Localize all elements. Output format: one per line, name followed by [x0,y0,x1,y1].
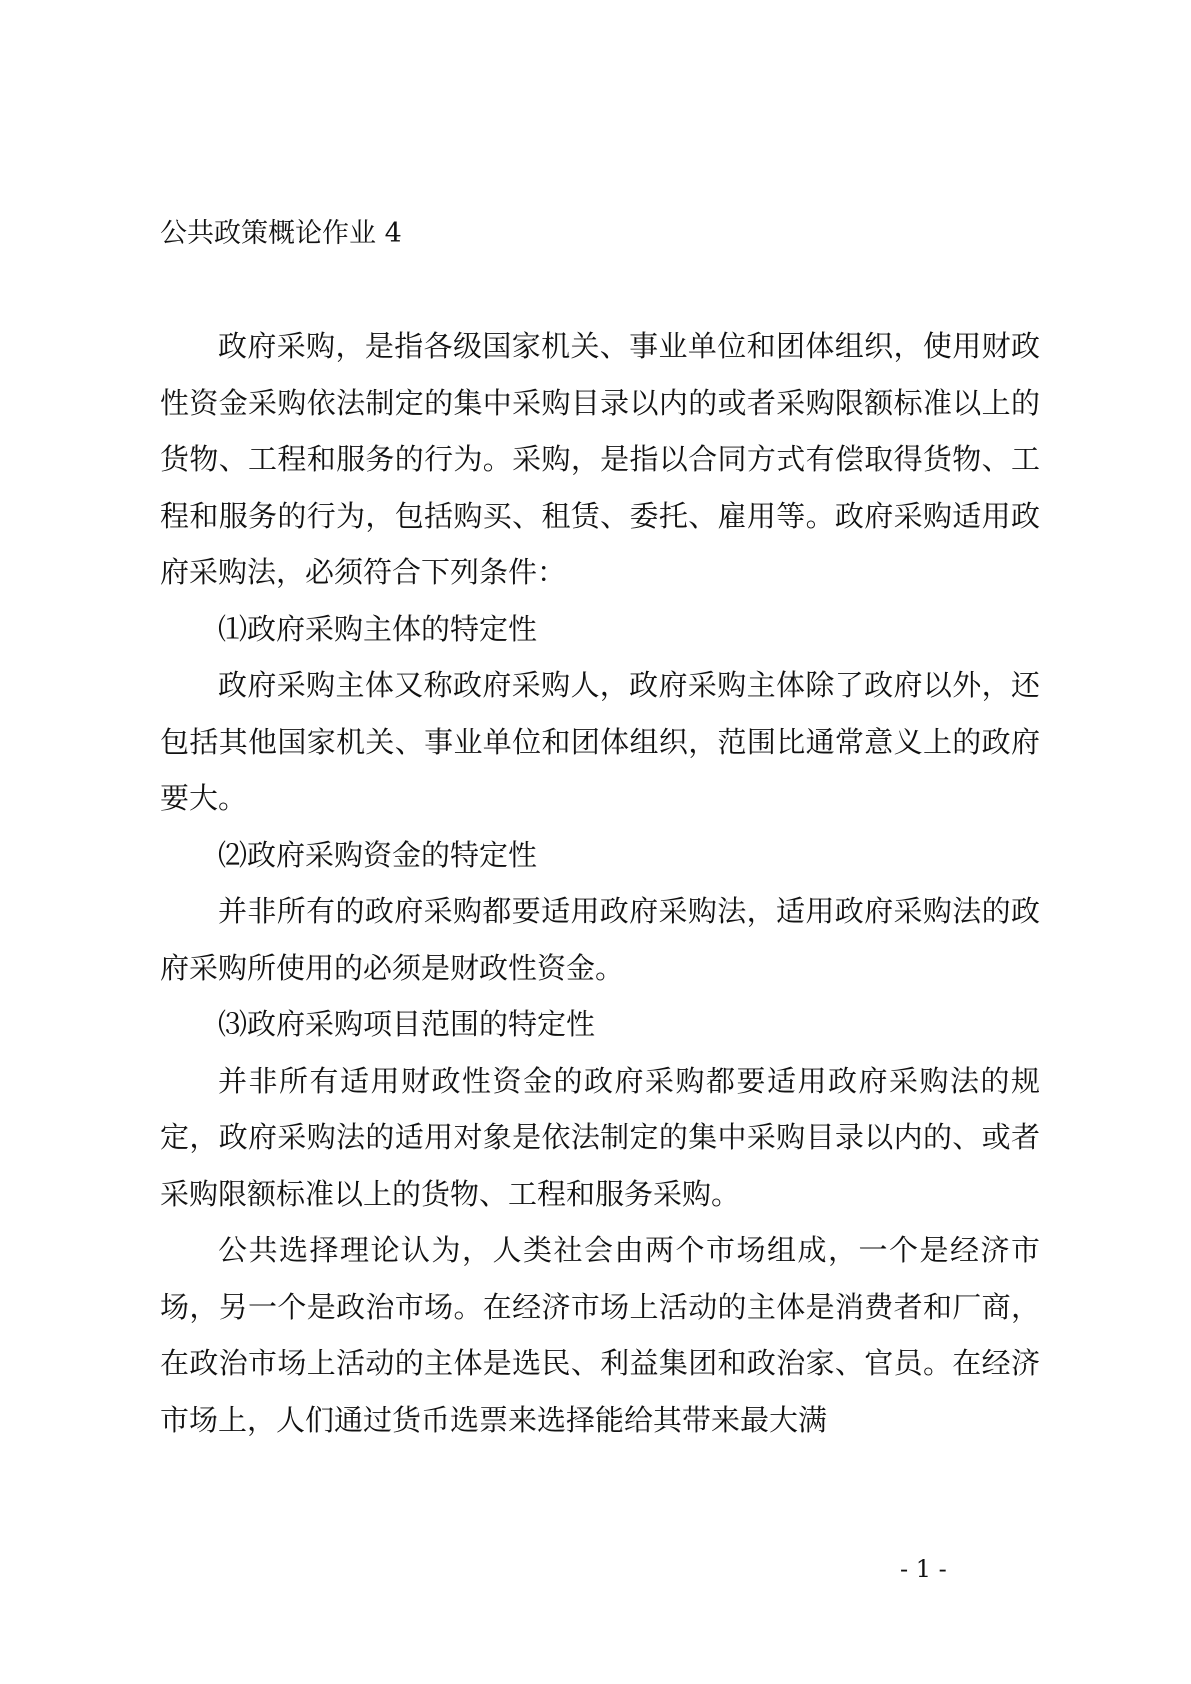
paragraph-definition: 政府采购，是指各级国家机关、事业单位和团体组织，使用财政性资金采购依法制定的集中采购目录以内的或者采购限额标准以上的货物、工程和服务的行为。采购，是指以合同方式有偿取得货物、工程和服务的行为，包括购买、租赁、委托、雇用等。政府采购适用政府采购法，必须符合下列条件： [160,329,1040,589]
page-number: - 1 - [900,1555,947,1583]
paragraph-public-choice: 公共选择理论认为，人类社会由两个市场组成，一个是经济市场，另一个是政治市场。在经济市场上活动的主体是消费者和厂商，在政治市场上活动的主体是选民、利益集团和政治家、官员。在经济市场上，人们通过货币选票来选择能给其带来最大满 [160,1233,1040,1437]
document-title: 公共政策概论作业 4 [160,218,402,249]
heading-funds-specificity: ⑵政府采购资金的特定性 [218,837,538,872]
document-body [160,318,1040,1448]
heading-scope-specificity: ⑶政府采购项目范围的特定性 [218,1007,596,1041]
paragraph-subject: 政府采购主体又称政府采购人，政府采购主体除了政府以外，还包括其他国家机关、事业单位和团体组织，范围比通常意义上的政府要大。 [160,668,1040,815]
paragraph-scope: 并非所有适用财政性资金的政府采购都要适用政府采购法的规定，政府采购法的适用对象是依法制定的集中采购目录以内的、或者采购限额标准以上的货物、工程和服务采购。 [160,1063,1040,1211]
paragraph-funds: 并非所有的政府采购都要适用政府采购法，适用政府采购法的政府采购所使用的必须是财政性资金。 [160,894,1040,985]
heading-subject-specificity: ⑴政府采购主体的特定性 [218,611,538,646]
